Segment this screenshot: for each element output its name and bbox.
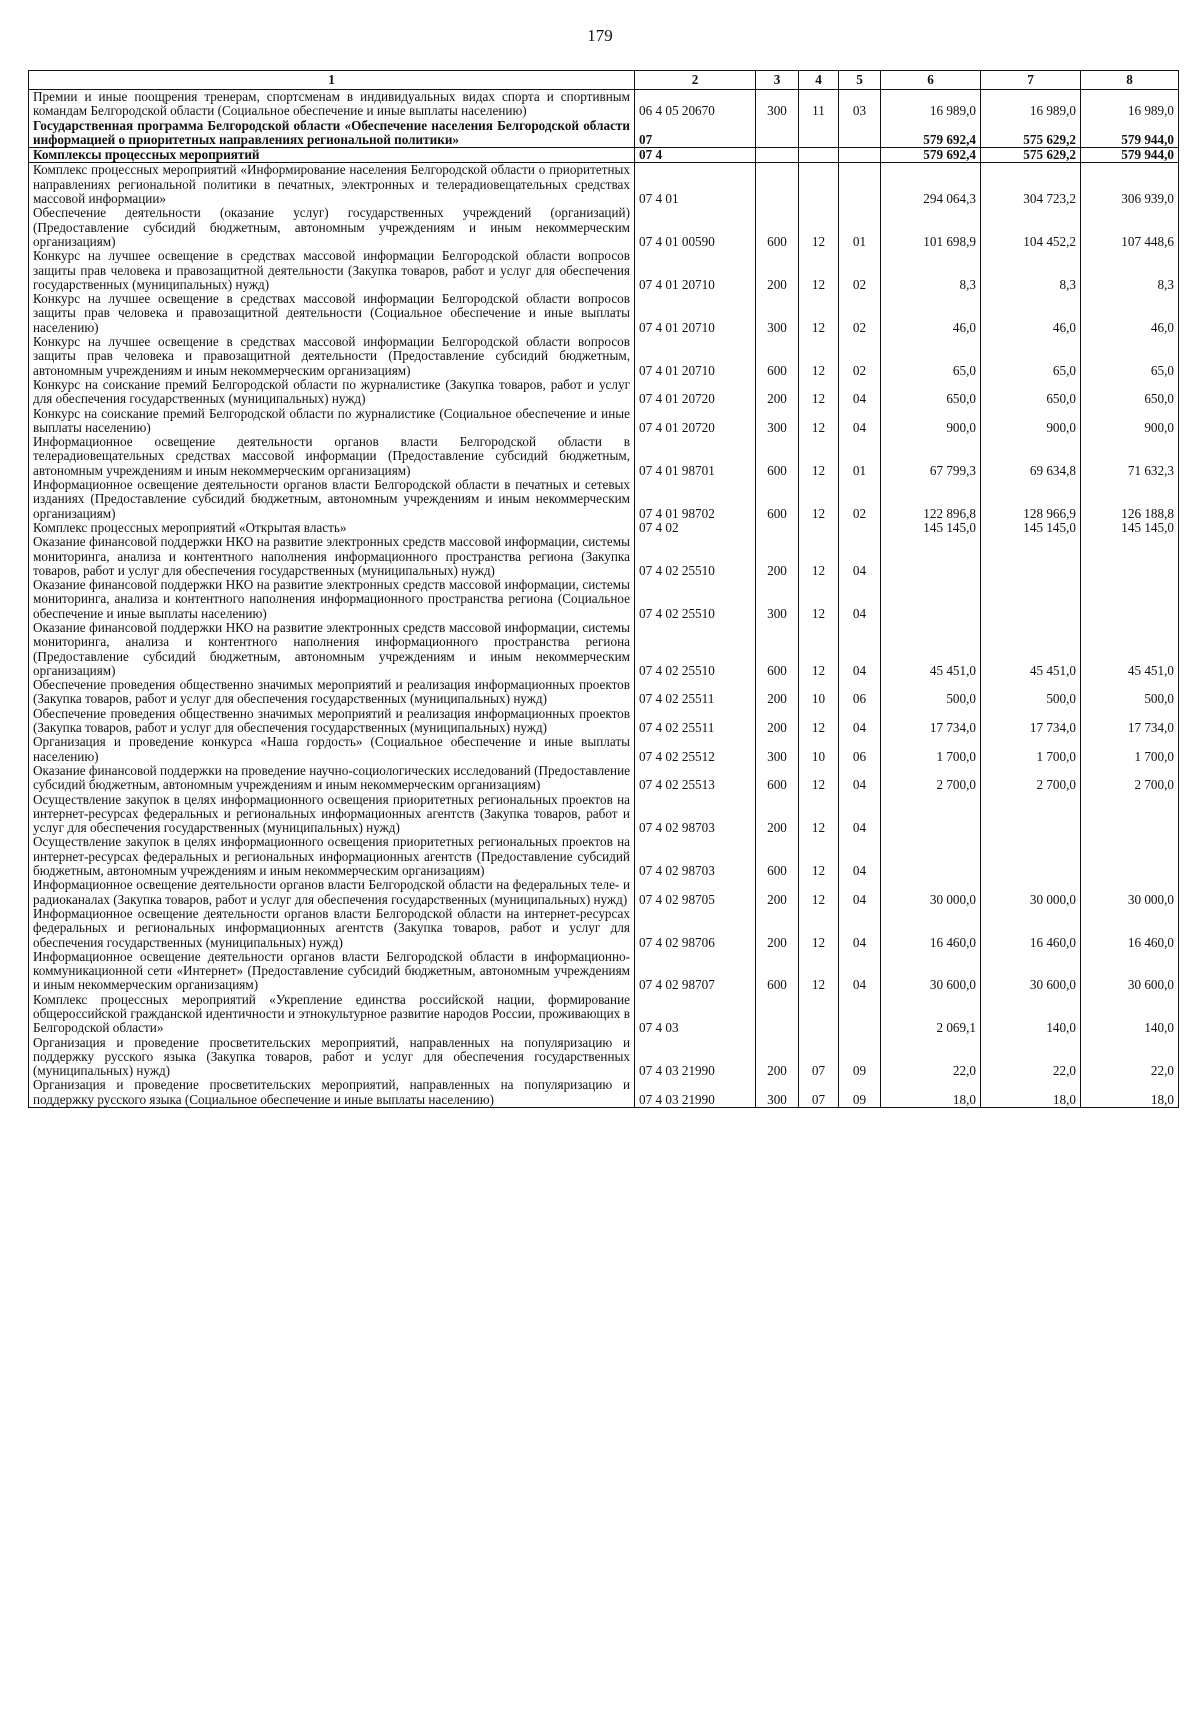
row-section-cell: 12 [799,435,839,478]
row-amount-col8-cell: 2 700,0 [1081,764,1179,793]
table-row [29,119,1179,148]
row-amount-col7-cell: 1 700,0 [981,735,1081,764]
row-expense-type-cell: 200 [756,793,799,836]
row-subsection-cell: 04 [839,407,881,436]
table-row [29,764,1179,793]
row-subsection-cell: 04 [839,378,881,407]
row-code-cell: 07 4 01 00590 [635,206,756,249]
row-name-cell: Обеспечение проведения общественно значимых мероприятий и реализация информационных проектов (Закупка товаров, работ и услуг для обеспечения государственных (муниципальных) нужд) [29,707,635,736]
row-section-cell [799,163,839,206]
row-amount-col8-cell: 30 600,0 [1081,950,1179,993]
row-expense-type-cell: 200 [756,707,799,736]
row-amount-col7-cell: 2 700,0 [981,764,1081,793]
row-expense-type-cell: 600 [756,206,799,249]
row-amount-col8-cell: 30 000,0 [1081,878,1179,907]
row-expense-type-cell: 600 [756,835,799,878]
row-name-cell: Конкурс на лучшее освещение в средствах массовой информации Белгородской области вопросов защиты прав человека и правозащитной деятельности (Предоставление субсидий бюджетным, автономным учреждениям и иным некоммерческим организациям) [29,335,635,378]
row-amount-col7-cell: 16 460,0 [981,907,1081,950]
row-expense-type-cell [756,163,799,206]
row-section-cell: 12 [799,835,839,878]
row-amount-col6-cell [881,535,981,578]
row-expense-type-cell [756,119,799,148]
row-code-cell: 07 4 02 25511 [635,707,756,736]
table-row [29,735,1179,764]
table-row [29,578,1179,621]
row-code-cell: 07 4 01 98701 [635,435,756,478]
row-amount-col8-cell: 16 460,0 [1081,907,1179,950]
table-row [29,907,1179,950]
row-subsection-cell: 04 [839,793,881,836]
row-code-cell: 07 4 02 98703 [635,835,756,878]
row-amount-col8-cell: 17 734,0 [1081,707,1179,736]
row-code-cell: 07 4 03 21990 [635,1036,756,1079]
row-amount-col6-cell: 900,0 [881,407,981,436]
header-cell-8: 8 [1081,71,1179,90]
row-amount-col8-cell [1081,535,1179,578]
row-section-cell: 12 [799,249,839,292]
row-code-cell: 07 4 01 [635,163,756,206]
row-amount-col7-cell: 18,0 [981,1078,1081,1107]
header-cell-4: 4 [799,71,839,90]
row-amount-col7-cell: 22,0 [981,1036,1081,1079]
row-amount-col8-cell: 107 448,6 [1081,206,1179,249]
row-subsection-cell: 02 [839,478,881,521]
row-expense-type-cell: 600 [756,621,799,678]
row-section-cell: 07 [799,1078,839,1107]
page-number: 179 [587,26,613,45]
row-name-cell: Оказание финансовой поддержки НКО на развитие электронных средств массовой информации, системы мониторинга, анализа и контентного наполнения информационного пространства региона (Закупка товаров, работ и услуг для обеспечения государственных (муниципальных) нужд) [29,535,635,578]
row-amount-col8-cell: 22,0 [1081,1036,1179,1079]
row-expense-type-cell: 200 [756,907,799,950]
row-amount-col8-cell: 46,0 [1081,292,1179,335]
row-amount-col6-cell [881,835,981,878]
row-code-cell: 07 4 [635,148,756,163]
row-amount-col6-cell: 16 989,0 [881,90,981,119]
row-section-cell: 12 [799,950,839,993]
row-subsection-cell: 02 [839,335,881,378]
row-amount-col6-cell: 8,3 [881,249,981,292]
row-name-cell: Премии и иные поощрения тренерам, спортсменам в индивидуальных видах спорта и спортивным командам Белгородской области (Социальное обеспечение и иные выплаты населению) [29,90,635,119]
table-row [29,292,1179,335]
row-subsection-cell: 04 [839,707,881,736]
row-code-cell: 07 4 02 98706 [635,907,756,950]
row-amount-col6-cell: 30 000,0 [881,878,981,907]
row-section-cell: 12 [799,578,839,621]
row-amount-col6-cell: 16 460,0 [881,907,981,950]
row-section-cell: 10 [799,678,839,707]
row-name-cell: Комплекс процессных мероприятий «Информирование населения Белгородской области о приоритетных направлениях региональной политики в печатных, электронных и телерадиовещательных средствах массовой информации» [29,163,635,206]
table-header [29,71,1179,90]
row-amount-col7-cell: 500,0 [981,678,1081,707]
table-row [29,378,1179,407]
table-row [29,148,1179,163]
row-amount-col8-cell: 145 145,0 [1081,521,1179,535]
row-code-cell: 07 4 02 25513 [635,764,756,793]
row-section-cell: 12 [799,335,839,378]
row-amount-col7-cell: 16 989,0 [981,90,1081,119]
row-subsection-cell [839,521,881,535]
row-amount-col8-cell [1081,793,1179,836]
row-amount-col8-cell: 65,0 [1081,335,1179,378]
row-amount-col6-cell: 18,0 [881,1078,981,1107]
row-amount-col8-cell: 500,0 [1081,678,1179,707]
row-expense-type-cell: 300 [756,407,799,436]
table-row [29,678,1179,707]
budget-table [28,70,1179,1108]
header-cell-5: 5 [839,71,881,90]
row-expense-type-cell: 200 [756,249,799,292]
row-name-cell: Оказание финансовой поддержки на проведение научно-социологических исследований (Предоставление субсидий бюджетным, автономным учреждениям и иным некоммерческим организациям) [29,764,635,793]
row-section-cell: 12 [799,292,839,335]
row-amount-col6-cell: 579 692,4 [881,148,981,163]
header-cell-3: 3 [756,71,799,90]
row-expense-type-cell: 200 [756,535,799,578]
row-amount-col6-cell: 2 069,1 [881,993,981,1036]
table-row [29,535,1179,578]
row-code-cell: 07 4 03 [635,993,756,1036]
row-section-cell: 12 [799,764,839,793]
row-subsection-cell [839,163,881,206]
row-amount-col7-cell: 45 451,0 [981,621,1081,678]
row-code-cell: 07 4 02 25512 [635,735,756,764]
row-name-cell: Организация и проведение просветительских мероприятий, направленных на популяризацию и поддержку русского языка (Социальное обеспечение и иные выплаты населению) [29,1078,635,1107]
row-expense-type-cell: 300 [756,292,799,335]
row-section-cell: 12 [799,621,839,678]
row-expense-type-cell: 200 [756,1036,799,1079]
row-amount-col8-cell: 16 989,0 [1081,90,1179,119]
row-expense-type-cell [756,521,799,535]
row-name-cell: Осуществление закупок в целях информационного освещения приоритетных региональных проектов на интернет-ресурсах федеральных и региональных информационных агентств (Предоставление субсидий бюджетным, автономным учреждениям и иным некоммерческим организациям) [29,835,635,878]
row-subsection-cell: 09 [839,1078,881,1107]
row-amount-col7-cell: 8,3 [981,249,1081,292]
row-name-cell: Комплекс процессных мероприятий «Укрепление единства российской нации, формирование общероссийской гражданской идентичности и этнокультурное развитие народов России, проживающих в Белгородской области» [29,993,635,1036]
row-name-cell: Обеспечение деятельности (оказание услуг) государственных учреждений (организаций) (Предоставление субсидий бюджетным, автономным учреждениям и иным некоммерческим организациям) [29,206,635,249]
row-subsection-cell: 03 [839,90,881,119]
table-row [29,950,1179,993]
row-amount-col7-cell: 30 600,0 [981,950,1081,993]
table-row [29,878,1179,907]
row-code-cell: 07 4 02 98703 [635,793,756,836]
row-amount-col6-cell: 46,0 [881,292,981,335]
row-expense-type-cell: 600 [756,764,799,793]
row-section-cell [799,993,839,1036]
row-amount-col7-cell [981,835,1081,878]
row-code-cell: 07 4 01 20720 [635,407,756,436]
row-subsection-cell [839,148,881,163]
table-row [29,163,1179,206]
row-amount-col8-cell: 140,0 [1081,993,1179,1036]
header-cell-6: 6 [881,71,981,90]
table-row [29,90,1179,119]
row-expense-type-cell [756,993,799,1036]
row-code-cell: 07 4 02 [635,521,756,535]
row-subsection-cell: 06 [839,678,881,707]
row-amount-col7-cell: 128 966,9 [981,478,1081,521]
row-amount-col6-cell: 500,0 [881,678,981,707]
table-body [29,90,1179,1108]
row-amount-col7-cell: 17 734,0 [981,707,1081,736]
row-subsection-cell [839,119,881,148]
row-expense-type-cell: 200 [756,878,799,907]
row-section-cell: 12 [799,378,839,407]
row-amount-col7-cell: 69 634,8 [981,435,1081,478]
row-section-cell: 12 [799,535,839,578]
row-code-cell: 07 4 01 20710 [635,249,756,292]
row-code-cell: 07 [635,119,756,148]
row-name-cell: Конкурс на лучшее освещение в средствах массовой информации Белгородской области вопросов защиты прав человека и правозащитной деятельности (Закупка товаров, работ и услуг для обеспечения государственных (муниципальных) нужд) [29,249,635,292]
row-amount-col6-cell: 2 700,0 [881,764,981,793]
row-section-cell: 10 [799,735,839,764]
row-section-cell: 12 [799,407,839,436]
row-name-cell: Оказание финансовой поддержки НКО на развитие электронных средств массовой информации, системы мониторинга, анализа и контентного наполнения информационного пространства региона (Социальное обеспечение и иные выплаты населению) [29,578,635,621]
row-expense-type-cell: 300 [756,735,799,764]
row-amount-col8-cell: 71 632,3 [1081,435,1179,478]
row-amount-col7-cell: 575 629,2 [981,148,1081,163]
row-name-cell: Информационное освещение деятельности органов власти Белгородской области в телерадиовещательных средствах массовой информации (Предоставление субсидий бюджетным, автономным учреждениям и иным некоммерческим организациям) [29,435,635,478]
row-amount-col8-cell [1081,578,1179,621]
row-section-cell: 12 [799,707,839,736]
row-amount-col8-cell: 650,0 [1081,378,1179,407]
row-name-cell: Информационное освещение деятельности органов власти Белгородской области на интернет-ресурсах федеральных и региональных информационных агентств (Закупка товаров, работ и услуг для обеспечения государственных (муниципальных) нужд) [29,907,635,950]
row-section-cell [799,119,839,148]
row-amount-col6-cell [881,793,981,836]
row-amount-col8-cell: 1 700,0 [1081,735,1179,764]
row-expense-type-cell: 300 [756,90,799,119]
table-row [29,335,1179,378]
row-amount-col8-cell: 306 939,0 [1081,163,1179,206]
row-amount-col6-cell: 67 799,3 [881,435,981,478]
table-row [29,407,1179,436]
row-subsection-cell: 04 [839,578,881,621]
row-amount-col7-cell: 46,0 [981,292,1081,335]
row-amount-col7-cell: 104 452,2 [981,206,1081,249]
row-amount-col6-cell [881,578,981,621]
row-expense-type-cell: 600 [756,435,799,478]
row-amount-col7-cell: 145 145,0 [981,521,1081,535]
table-row [29,478,1179,521]
row-name-cell: Государственная программа Белгородской области «Обеспечение населения Белгородской области информацией о приоритетных направлениях региональной политики» [29,119,635,148]
row-section-cell: 12 [799,793,839,836]
row-section-cell: 11 [799,90,839,119]
table-row [29,993,1179,1036]
row-name-cell: Комплексы процессных мероприятий [29,148,635,163]
row-section-cell: 12 [799,907,839,950]
row-code-cell: 07 4 02 98705 [635,878,756,907]
row-subsection-cell: 01 [839,206,881,249]
table-row [29,621,1179,678]
row-code-cell: 07 4 01 98702 [635,478,756,521]
row-amount-col6-cell: 45 451,0 [881,621,981,678]
table-row [29,835,1179,878]
row-amount-col7-cell: 304 723,2 [981,163,1081,206]
row-amount-col6-cell: 145 145,0 [881,521,981,535]
row-amount-col7-cell: 30 000,0 [981,878,1081,907]
header-row [29,71,1179,90]
row-amount-col7-cell [981,578,1081,621]
row-section-cell [799,521,839,535]
table-row [29,707,1179,736]
row-name-cell: Оказание финансовой поддержки НКО на развитие электронных средств массовой информации, системы мониторинга, анализа и контентного наполнения информационного пространства региона (Предоставление субсидий бюджетным, автономным учреждениям и иным некоммерческим организациям) [29,621,635,678]
table-row [29,521,1179,535]
row-expense-type-cell: 600 [756,335,799,378]
row-section-cell: 12 [799,878,839,907]
row-subsection-cell: 09 [839,1036,881,1079]
row-amount-col7-cell [981,535,1081,578]
row-code-cell: 07 4 01 20710 [635,292,756,335]
row-code-cell: 07 4 02 25511 [635,678,756,707]
table-row [29,206,1179,249]
row-code-cell: 07 4 02 25510 [635,578,756,621]
row-amount-col8-cell: 8,3 [1081,249,1179,292]
table-row [29,435,1179,478]
table-row [29,1036,1179,1079]
row-amount-col6-cell: 650,0 [881,378,981,407]
table-row [29,793,1179,836]
row-amount-col7-cell: 65,0 [981,335,1081,378]
row-section-cell: 12 [799,206,839,249]
row-amount-col8-cell: 18,0 [1081,1078,1179,1107]
row-name-cell: Организация и проведение конкурса «Наша гордость» (Социальное обеспечение и иные выплаты населению) [29,735,635,764]
row-subsection-cell: 02 [839,292,881,335]
row-subsection-cell: 01 [839,435,881,478]
row-amount-col8-cell: 126 188,8 [1081,478,1179,521]
row-name-cell: Конкурс на соискание премий Белгородской области по журналистике (Социальное обеспечение и иные выплаты населению) [29,407,635,436]
header-cell-1: 1 [29,71,635,90]
row-amount-col6-cell: 22,0 [881,1036,981,1079]
row-code-cell: 07 4 01 20720 [635,378,756,407]
header-cell-7: 7 [981,71,1081,90]
row-subsection-cell: 02 [839,249,881,292]
row-name-cell: Конкурс на соискание премий Белгородской области по журналистике (Закупка товаров, работ и услуг для обеспечения государственных (муниципальных) нужд) [29,378,635,407]
row-subsection-cell: 04 [839,764,881,793]
row-code-cell: 07 4 02 25510 [635,621,756,678]
row-subsection-cell: 04 [839,835,881,878]
row-expense-type-cell: 600 [756,950,799,993]
row-section-cell: 12 [799,478,839,521]
row-expense-type-cell: 200 [756,678,799,707]
row-expense-type-cell [756,148,799,163]
header-cell-2: 2 [635,71,756,90]
row-subsection-cell: 04 [839,907,881,950]
row-amount-col8-cell: 45 451,0 [1081,621,1179,678]
row-amount-col6-cell: 294 064,3 [881,163,981,206]
row-code-cell: 07 4 02 25510 [635,535,756,578]
row-amount-col6-cell: 1 700,0 [881,735,981,764]
row-subsection-cell [839,993,881,1036]
row-amount-col7-cell: 140,0 [981,993,1081,1036]
row-name-cell: Информационное освещение деятельности органов власти Белгородской области в информационно-коммуникационной сети «Интернет» (Предоставление субсидий бюджетным, автономным учреждениям и иным некоммерческим организациям) [29,950,635,993]
row-subsection-cell: 04 [839,621,881,678]
row-name-cell: Обеспечение проведения общественно значимых мероприятий и реализация информационных проектов (Закупка товаров, работ и услуг для обеспечения государственных (муниципальных) нужд) [29,678,635,707]
row-section-cell: 07 [799,1036,839,1079]
row-amount-col6-cell: 101 698,9 [881,206,981,249]
row-name-cell: Конкурс на лучшее освещение в средствах массовой информации Белгородской области вопросов защиты прав человека и правозащитной деятельности (Социальное обеспечение и иные выплаты населению) [29,292,635,335]
row-amount-col7-cell: 575 629,2 [981,119,1081,148]
row-expense-type-cell: 200 [756,378,799,407]
row-amount-col8-cell [1081,835,1179,878]
row-subsection-cell: 04 [839,535,881,578]
row-amount-col8-cell: 900,0 [1081,407,1179,436]
row-expense-type-cell: 300 [756,578,799,621]
table-row [29,1078,1179,1107]
row-code-cell: 06 4 05 20670 [635,90,756,119]
row-amount-col8-cell: 579 944,0 [1081,119,1179,148]
row-amount-col6-cell: 65,0 [881,335,981,378]
row-amount-col6-cell: 17 734,0 [881,707,981,736]
row-name-cell: Комплекс процессных мероприятий «Открытая власть» [29,521,635,535]
row-name-cell: Информационное освещение деятельности органов власти Белгородской области на федеральных теле- и радиоканалах (Закупка товаров, работ и услуг для обеспечения государственных (муниципальных) нужд) [29,878,635,907]
row-code-cell: 07 4 02 98707 [635,950,756,993]
row-amount-col6-cell: 579 692,4 [881,119,981,148]
row-expense-type-cell: 300 [756,1078,799,1107]
row-expense-type-cell: 600 [756,478,799,521]
row-amount-col7-cell: 900,0 [981,407,1081,436]
table-row [29,249,1179,292]
row-section-cell [799,148,839,163]
row-name-cell: Информационное освещение деятельности органов власти Белгородской области в печатных и сетевых изданиях (Предоставление субсидий бюджетным, автономным учреждениям и иным некоммерческим организациям) [29,478,635,521]
row-subsection-cell: 04 [839,950,881,993]
row-amount-col6-cell: 122 896,8 [881,478,981,521]
row-name-cell: Организация и проведение просветительских мероприятий, направленных на популяризацию и поддержку русского языка (Закупка товаров, работ и услуг для обеспечения государственных (муниципальных) нужд) [29,1036,635,1079]
row-subsection-cell: 04 [839,878,881,907]
row-amount-col8-cell: 579 944,0 [1081,148,1179,163]
row-code-cell: 07 4 03 21990 [635,1078,756,1107]
row-amount-col7-cell: 650,0 [981,378,1081,407]
row-amount-col6-cell: 30 600,0 [881,950,981,993]
row-subsection-cell: 06 [839,735,881,764]
row-name-cell: Осуществление закупок в целях информационного освещения приоритетных региональных проектов на интернет-ресурсах федеральных и региональных информационных агентств (Закупка товаров, работ и услуг для обеспечения государственных (муниципальных) нужд) [29,793,635,836]
row-amount-col7-cell [981,793,1081,836]
row-code-cell: 07 4 01 20710 [635,335,756,378]
